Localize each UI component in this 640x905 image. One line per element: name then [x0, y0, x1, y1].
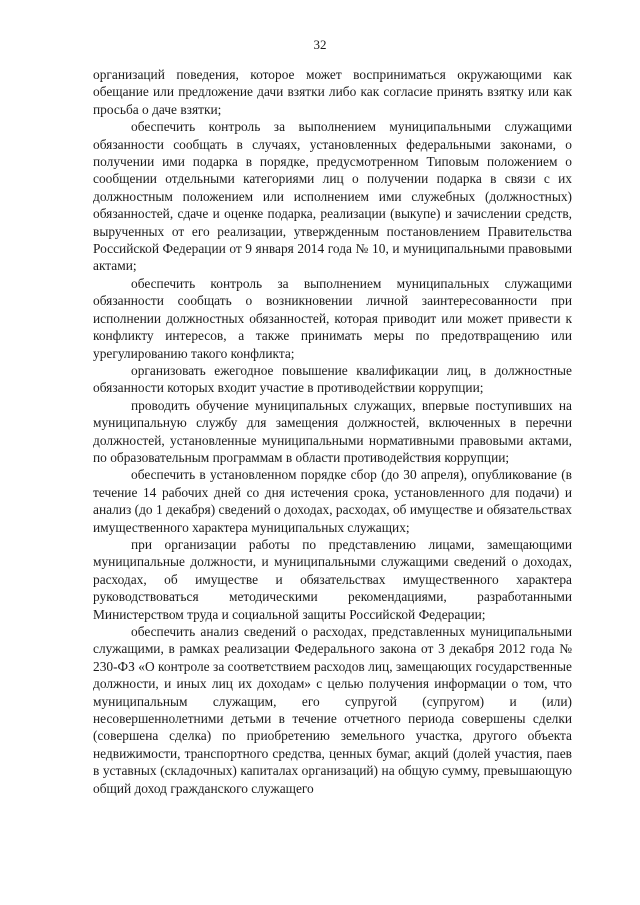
paragraph: организаций поведения, которое может восприниматься окружающими как обещание или предложение дачи взятки либо как согласие принять взятку или как просьба о даче взятки; — [93, 67, 572, 117]
paragraph: обеспечить в установленном порядке сбор (до 30 апреля), опубликование (в течение 14 рабочих дней со дня истечения срока, установленного для подачи) и анализ (до 1 декабря) сведений о доходах, расходах, об имуществе и обязательствах имущественного характера муниципальных служащих; — [93, 467, 572, 535]
paragraph: обеспечить контроль за выполнением муниципальных служащими обязанности сообщать о возникновении личной заинтересованности при исполнении должностных обязанностей, которая приводит или может привести к конфликту интересов, а также принимать меры по предотвращению или урегулированию такого конфликта; — [93, 275, 572, 361]
paragraph: обеспечить анализ сведений о расходах, представленных муниципальными служащими, в рамках реализации Федерального закона от 3 декабря 2012 года № 230-ФЗ «О контроле за соответствием расходов лиц, замещающих государственные должности, и иных лиц их доходам» с целью получения информации о том, что муниципальным служащим, его супругой (супругом) и (или) несовершеннолетними детьми в течение отчетного периода совершены сделки (совершена сделка) по приобретению земельного участка, другого объекта недвижимости, транспортного средства, ценных бумаг, акций (долей участия, паев в уставных (складочных) капиталах организаций) на общую сумму, превышающую общий доход гражданского служащего — [93, 624, 572, 796]
paragraph: проводить обучение муниципальных служащих, впервые поступивших на муниципальную службу для замещения должностей, включенных в перечни должностей, установленные муниципальными нормативными правовыми актами, по образовательным программам в области противодействия коррупции; — [93, 397, 572, 465]
page-number: 32 — [313, 37, 327, 52]
paragraph: организовать ежегодное повышение квалификации лиц, в должностные обязанности которых входит участие в противодействии коррупции; — [93, 362, 572, 396]
document-body — [93, 66, 572, 797]
paragraph: при организации работы по представлению лицами, замещающими муниципальные должности, и муниципальными служащими сведений о доходах, расходах, об имуществе и обязательствах имущественного характера руководствоваться методическими рекомендациями, разработанными Министерством труда и социальной защиты Российской Федерации; — [93, 536, 572, 622]
paragraph: обеспечить контроль за выполнением муниципальными служащими обязанности сообщать в случаях, установленных федеральными законами, о получении ими подарка в порядке, предусмотренном Типовым положением о сообщении отдельными категориями лиц о получении подарка в связи с их должностным положением или исполнением ими служебных (должностных) обязанностей, сдаче и оценке подарка, реализации (выкупе) и зачислении средств, вырученных от его реализации, утвержденным постановлением Правительства Российской Федерации от 9 января 2014 года № 10, и муниципальными правовыми актами; — [93, 119, 572, 274]
